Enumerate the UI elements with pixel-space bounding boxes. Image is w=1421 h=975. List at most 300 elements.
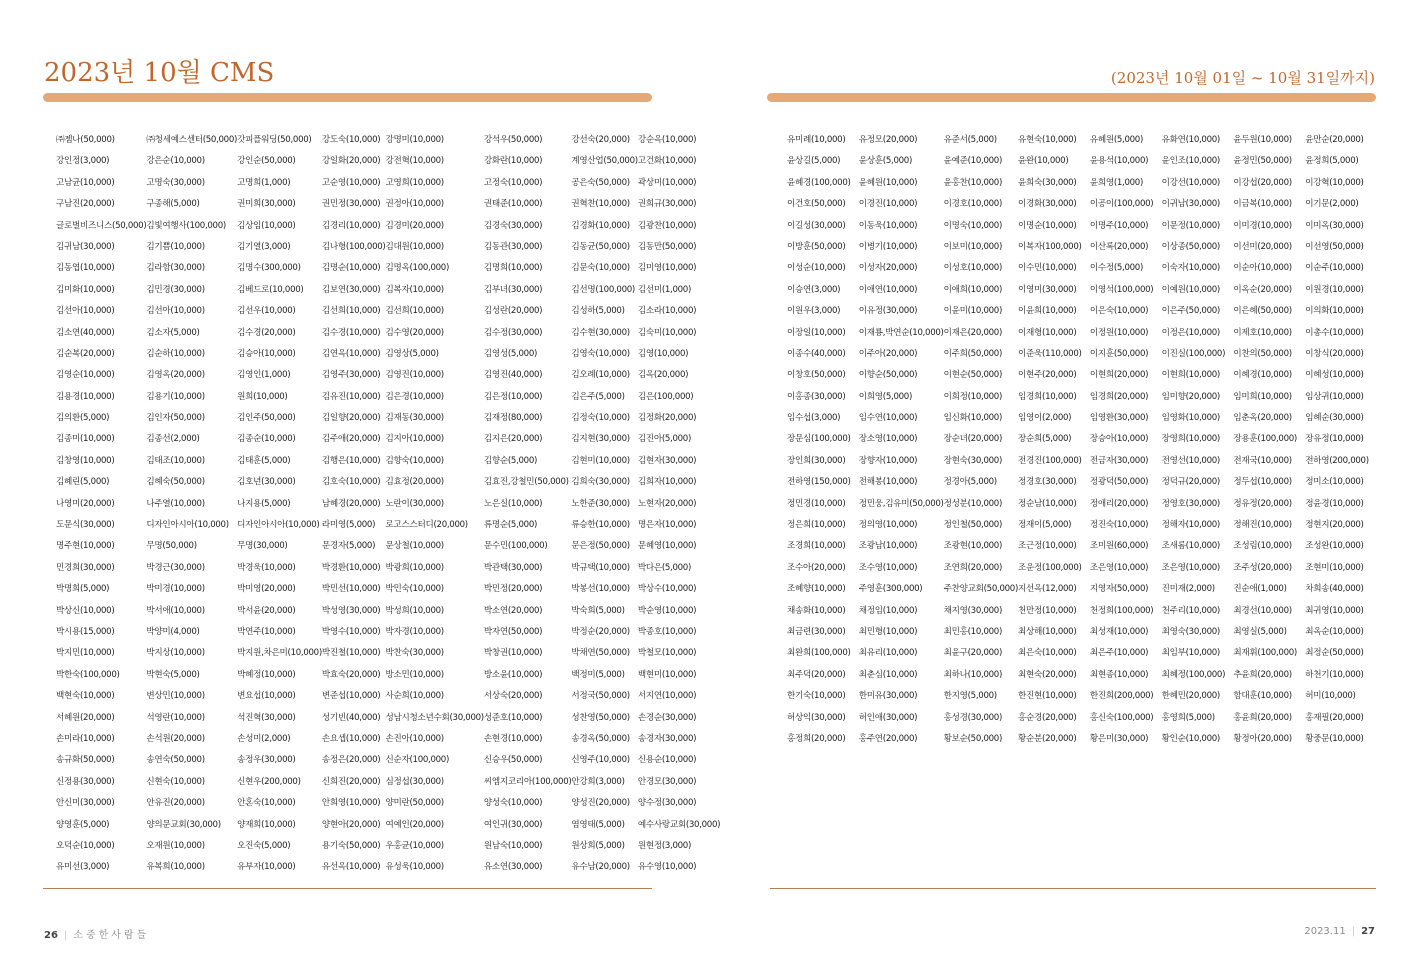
donor-entry: 황순분(20,000) (1018, 733, 1077, 744)
donor-entry: 임수연(10,000) (858, 413, 918, 424)
donor-entry: 김희자(10,000) (637, 477, 697, 488)
donor-entry: 김선아(10,000) (146, 306, 205, 317)
donor-entry: 권희규(30,000) (637, 199, 697, 210)
donor-entry: 김동균(50,000) (571, 241, 630, 252)
donor-entry: 김기쁨(10,000) (146, 241, 205, 252)
donor-entry: 나영미(20,000) (56, 498, 115, 509)
donor-entry: 진미재(2,000) (1161, 584, 1215, 595)
donor-entry: 김의환(5,000) (56, 413, 110, 424)
donor-entry: 이현순(50,000) (943, 370, 1003, 381)
donor-entry: 김동관(30,000) (483, 241, 543, 252)
donor-entry: 여예인(20,000) (385, 819, 444, 830)
donor-entry: 황정아(20,000) (1233, 733, 1292, 744)
donor-entry: 박관택(30,000) (483, 562, 543, 573)
donor-entry: 권정아(10,000) (385, 199, 444, 210)
donor-entry: 진순애(1,000) (1233, 584, 1287, 595)
donor-entry: 김주애(20,000) (321, 434, 381, 445)
donor-entry: 박지원,차은미(10,000) (237, 648, 322, 659)
donor-entry: 유부자(10,000) (237, 862, 296, 873)
donor-entry: 이장일(10,000) (787, 327, 846, 338)
donor-entry: 정인철(50,000) (943, 520, 1003, 531)
donor-entry: 정순남(10,000) (1018, 498, 1077, 509)
donor-entry: 전영선(10,000) (1161, 455, 1220, 466)
donor-entry: 조운정(100,000) (1018, 562, 1082, 573)
donor-entry: 이경진(10,000) (858, 199, 918, 210)
donor-entry: 이은주(50,000) (1161, 306, 1220, 317)
donor-entry: 이홍종(30,000) (787, 391, 846, 402)
donor-entry: 정경아(5,000) (943, 477, 997, 488)
donor-entry: 최정순(50,000) (1305, 648, 1364, 659)
donor-entry: 이정은(10,000) (1161, 327, 1220, 338)
donor-entry: 김재정(80,000) (483, 413, 543, 424)
donor-entry: 조은영(10,000) (1089, 562, 1149, 573)
donor-entry: 홍주연(20,000) (858, 733, 918, 744)
donor-entry: 김은주(5,000) (571, 391, 625, 402)
donor-entry: 백현숙(10,000) (56, 691, 115, 702)
donor-entry: 장용훈(100,000) (1233, 434, 1297, 445)
donor-entry: 변준섭(10,000) (321, 691, 381, 702)
donor-entry: 박숙희(5,000) (571, 605, 625, 616)
donor-entry: 한진현(10,000) (1018, 691, 1077, 702)
donor-entry: 김은(100,000) (637, 391, 694, 402)
donor-entry: 김행은(10,000) (321, 455, 381, 466)
donor-entry: 손미라(10,000) (56, 733, 115, 744)
donor-entry: 이유정(30,000) (858, 306, 918, 317)
donor-entry: 성준호(10,000) (483, 712, 543, 723)
donor-entry: 박경환(10,000) (321, 562, 381, 573)
donor-entry: 김민경(30,000) (146, 284, 205, 295)
donor-entry: 이건호(50,000) (787, 199, 846, 210)
donor-entry: 글로벌비즈니스(50,000) (56, 220, 147, 231)
donor-entry: 김일향(20,000) (321, 413, 381, 424)
donor-entry: 홍영희(5,000) (1161, 712, 1215, 723)
donor-entry: 김대원(10,000) (385, 241, 444, 252)
donor-entry: 조성림(10,000) (1233, 541, 1292, 552)
donor-entry: 김명옥(100,000) (385, 263, 450, 274)
donor-entry: 김혜숙(50,000) (146, 477, 205, 488)
donor-entry: 김경미(20,000) (385, 220, 444, 231)
donor-entry: 김연옥(10,000) (321, 348, 381, 359)
donor-entry: 최귀영(10,000) (1305, 605, 1364, 616)
donor-entry: 임영환(30,000) (1089, 413, 1149, 424)
donor-entry: 임신화(10,000) (943, 413, 1003, 424)
donor-entry: 임미희(10,000) (1233, 391, 1292, 402)
donor-entry: 박창권(10,000) (483, 648, 543, 659)
donor-entry: 황중문(10,000) (1305, 733, 1364, 744)
donor-entry: 안강희(3,000) (571, 776, 625, 787)
donor-entry: 이기문(2,000) (1305, 199, 1359, 210)
donor-entry: 안경모(30,000) (637, 776, 697, 787)
donor-entry: 명주현(10,000) (56, 541, 115, 552)
donor-entry: 이진실(100,000) (1161, 348, 1226, 359)
donor-entry: 박혜정(10,000) (237, 669, 296, 680)
donor-entry: 최현종(10,000) (1089, 669, 1149, 680)
donor-entry: 석영란(10,000) (146, 712, 205, 723)
donor-entry: 송규화(50,000) (56, 755, 115, 766)
donor-entry: 박시용(15,000) (56, 626, 115, 637)
donor-entry: 신순자(100,000) (385, 755, 450, 766)
donor-entry: 김순복(20,000) (56, 348, 115, 359)
donor-entry: 우홍균(10,000) (385, 840, 444, 851)
donor-entry: 유복희(10,000) (146, 862, 205, 873)
donor-entry: 정두섭(10,000) (1233, 477, 1292, 488)
donor-entry: 안유진(20,000) (146, 798, 205, 809)
donor-entry: 문상철(10,000) (385, 541, 444, 552)
donor-entry: 김은경(10,000) (385, 391, 444, 402)
donor-entry: 노은실(10,000) (483, 498, 543, 509)
donor-entry: 하천기(10,000) (1305, 669, 1364, 680)
donor-entry: 유미례(10,000) (787, 135, 846, 145)
donor-entry: 신희진(20,000) (321, 776, 381, 787)
donor-entry: 고남균(10,000) (56, 177, 115, 188)
donor-entry: 문은정(50,000) (571, 541, 630, 552)
donor-entry: 남혜경(20,000) (321, 498, 381, 509)
donor-entry: 박민정(20,000) (483, 584, 543, 595)
donor-entry: 최춘심(10,000) (858, 669, 918, 680)
donor-entry: 홍윤희(20,000) (1233, 712, 1292, 723)
donor-entry: 이원우(3,000) (787, 306, 841, 317)
donor-entry: 박규택(10,000) (571, 562, 630, 573)
donor-entry: 이명순(10,000) (1018, 220, 1077, 231)
donor-entry: 윤완(10,000) (1018, 156, 1069, 167)
donor-entry: 박광희(10,000) (385, 562, 444, 573)
donor-entry: 방소민(10,000) (385, 669, 444, 680)
donor-entry: ㈜청세예스센터(50,000) (146, 135, 238, 145)
donor-entry: 오재원(10,000) (146, 840, 205, 851)
donor-entry: 사순희(10,000) (385, 691, 444, 702)
donor-entry: 변상민(10,000) (146, 691, 205, 702)
left-page-number: 26 (44, 930, 58, 941)
donor-entry: 김경숙(30,000) (483, 220, 543, 231)
donor-entry: 윤혜경(100,000) (787, 177, 851, 188)
donor-entry: 이문정(10,000) (1161, 220, 1220, 231)
donor-entry: 김영진(10,000) (385, 370, 444, 381)
donor-entry: 김유진(10,000) (321, 391, 381, 402)
donor-entry: 김빛여행사(100,000) (146, 220, 226, 231)
donor-entry: 고순영(10,000) (321, 177, 381, 188)
donor-entry: 윤정희(5,000) (1305, 156, 1359, 167)
donor-entry: 박자연(50,000) (483, 626, 543, 637)
donor-entry: 변요섭(10,000) (237, 691, 296, 702)
donor-entry: 노한준(30,000) (571, 498, 630, 509)
donor-entry: 이귀남(30,000) (1161, 199, 1220, 210)
donor-entry: 손성미(2,000) (237, 733, 291, 744)
donor-entry: 송연숙(50,000) (146, 755, 205, 766)
period-subtitle: (2023년 10월 01일 ~ 10월 31일까지) (1110, 69, 1375, 87)
donor-entry: 김영숙(10,000) (571, 348, 630, 359)
donor-entry: 김영성(5,000) (483, 348, 538, 359)
donor-entry: 이복자(100,000) (1018, 241, 1082, 252)
donor-entry: 정윤경(10,000) (1305, 498, 1364, 509)
left-footer (44, 926, 149, 941)
donor-entry: 로고스스터디(20,000) (385, 520, 468, 531)
donor-entry: 방소윤(10,000) (483, 669, 543, 680)
donor-entry: 이윤미(10,000) (943, 306, 1003, 317)
donor-entry: 김명순(10,000) (321, 263, 381, 274)
donor-entry: 장승아(10,000) (1089, 434, 1149, 445)
left-header-bar (43, 93, 652, 102)
donor-entry: 고명희(1,000) (237, 177, 291, 188)
donor-entry: 박순영(10,000) (637, 605, 697, 616)
donor-entry: 박철모(10,000) (637, 648, 697, 659)
donor-entry: 박종호(10,000) (637, 626, 697, 637)
donor-entry: 곽상미(10,000) (637, 177, 697, 188)
donor-entry: 김재동(30,000) (385, 413, 444, 424)
donor-entry: 신용순(10,000) (637, 755, 697, 766)
donor-entry: 유정모(20,000) (858, 135, 918, 145)
donor-entry: 윤두원(10,000) (1233, 135, 1292, 145)
donor-entry: 김효진,강철민(50,000) (483, 477, 569, 488)
donor-entry: 임경희(10,000) (1018, 391, 1077, 402)
donor-entry: 권태준(10,000) (483, 199, 543, 210)
donor-entry: 서상숙(20,000) (483, 691, 543, 702)
donor-entry: 김숙미(10,000) (637, 327, 697, 338)
donor-entry: 한미유(30,000) (858, 691, 918, 702)
donor-entry: 박봉선(10,000) (571, 584, 630, 595)
donor-entry: 박채연(50,000) (571, 648, 630, 659)
donor-entry: 이산록(20,000) (1089, 241, 1149, 252)
donor-entry: 손요셉(10,000) (321, 733, 381, 744)
donor-entry: 예수사랑교회(30,000) (637, 819, 721, 830)
donor-entry: 권민정(30,000) (321, 199, 381, 210)
donor-entry: 전해봉(10,000) (858, 477, 918, 488)
donor-entry: 원상희(5,000) (571, 840, 625, 851)
donor-entry: 윤만순(20,000) (1305, 135, 1364, 145)
donor-entry: 김선우(10,000) (237, 306, 296, 317)
donor-entry: 무명(30,000) (237, 541, 288, 552)
donor-entry: 이강섭(20,000) (1233, 177, 1292, 188)
donor-entry: 오진숙(5,000) (237, 840, 291, 851)
donor-entry: 서정국(50,000) (571, 691, 630, 702)
donor-entry: 양성숙(10,000) (483, 798, 543, 809)
donor-entry: 김향순(5,000) (483, 455, 538, 466)
donor-entry: 이길성(30,000) (787, 220, 846, 231)
donor-entry: 박지민(10,000) (56, 648, 115, 659)
donor-entry: 라미영(5,000) (321, 520, 376, 531)
donor-entry: 전금자(30,000) (1089, 455, 1149, 466)
right-header-bar (767, 93, 1376, 102)
donor-entry: 김선명(100,000) (571, 284, 635, 295)
donor-entry: 이상종(50,000) (1161, 241, 1220, 252)
donor-entry: 원남숙(10,000) (483, 840, 543, 851)
donor-entry: 노현자(20,000) (637, 498, 697, 509)
donor-entry: 유혜원(5,000) (1089, 135, 1144, 145)
donor-entry: 김성하(5,000) (571, 306, 625, 317)
donor-entry: 박성희(10,000) (385, 605, 444, 616)
donor-entry: 김종미(10,000) (56, 434, 115, 445)
donor-entry: 김미화(10,000) (56, 284, 115, 295)
donor-entry: 박미영(20,000) (237, 584, 296, 595)
donor-entry: 유현숙(10,000) (1018, 135, 1077, 145)
donor-entry: 전하영(150,000) (787, 477, 851, 488)
donor-entry: 조혜향(10,000) (787, 584, 846, 595)
donor-entry: 명은자(10,000) (637, 520, 697, 531)
donor-entry: 나주열(10,000) (146, 498, 205, 509)
donor-entry: 박지상(10,000) (146, 648, 205, 659)
donor-entry: 이병기(10,000) (858, 241, 918, 252)
donor-entry: 원현정(3,000) (637, 840, 692, 851)
donor-entry: 양성진(20,000) (571, 798, 630, 809)
donor-entry: 이공이(100,000) (1089, 199, 1154, 210)
donor-entry: 조경희(10,000) (787, 541, 846, 552)
donor-entry: 장순녀(20,000) (943, 434, 1003, 445)
donor-entry: 김수영(20,000) (385, 327, 444, 338)
donor-entry: 신정용(30,000) (56, 776, 115, 787)
donor-entry: 최민형(10,000) (858, 626, 918, 637)
donor-entry: 장소영(10,000) (858, 434, 918, 445)
donor-entry: 박자경(10,000) (385, 626, 444, 637)
donor-entry: 류명순(5,000) (483, 520, 538, 531)
donor-entry: 김보연(30,000) (321, 284, 381, 295)
donor-entry: 황은미(30,000) (1089, 733, 1149, 744)
donor-entry: 한진희(200,000) (1089, 691, 1154, 702)
donor-entry: 최주덕(20,000) (787, 669, 846, 680)
donor-entry: 강인정(3,000) (56, 156, 110, 167)
donor-entry: 윤상훈(5,000) (858, 156, 913, 167)
donor-entry: 석진혁(30,000) (237, 712, 296, 723)
donor-entry: 최혜정(100,000) (1161, 669, 1226, 680)
donor-entry: 윤정민(50,000) (1233, 156, 1292, 167)
donor-entry: 황보순(50,000) (943, 733, 1003, 744)
donor-entry: 정은희(10,000) (787, 520, 846, 531)
donor-entry: 김종선(2,000) (146, 434, 200, 445)
donor-entry: 문수민(100,000) (483, 541, 548, 552)
donor-entry: 최윤구(20,000) (943, 648, 1003, 659)
donor-entry: 유소연(30,000) (483, 862, 543, 873)
donor-entry: 한지영(5,000) (943, 691, 997, 702)
donor-entry: 채송화(10,000) (787, 605, 846, 616)
donor-entry: 양재희(10,000) (237, 819, 296, 830)
donor-entry: 계영산업(50,000) (571, 156, 638, 167)
donor-entry: 장인희(30,000) (787, 455, 846, 466)
donor-entry: 김현미(10,000) (571, 455, 630, 466)
page-title: 2023년 10월 CMS (44, 58, 275, 88)
donor-entry: 김동만(50,000) (637, 241, 697, 252)
donor-entry: 이은혜(50,000) (1233, 306, 1292, 317)
donor-entry: 조은영(10,000) (1161, 562, 1220, 573)
donor-entry: 김영(10,000) (637, 348, 689, 359)
donor-entry: 정영호(30,000) (1161, 498, 1220, 509)
donor-entry: 안희영(10,000) (321, 798, 381, 809)
donor-entry: 이방훈(50,000) (787, 241, 846, 252)
donor-entry: 박상신(10,000) (56, 605, 115, 616)
donor-entry: 유화연(10,000) (1161, 135, 1220, 145)
donor-entry: 김선미(1,000) (637, 284, 692, 295)
donor-entry: 장유정(10,000) (1305, 434, 1364, 445)
donor-entry: 강화란(10,000) (483, 156, 543, 167)
donor-entry: 디자인아시아(10,000) (146, 520, 229, 531)
donor-entry: 김수경(20,000) (237, 327, 296, 338)
donor-entry: ㈜젬나(50,000) (56, 135, 115, 145)
donor-entry: 정현지(20,000) (1305, 520, 1364, 531)
donor-entry: 양의문교회(30,000) (146, 819, 221, 830)
donor-entry: 이현주(20,000) (1018, 370, 1077, 381)
donor-entry: 정의영(10,000) (858, 520, 918, 531)
donor-entry: 정민경(10,000) (787, 498, 846, 509)
donor-entry: 강전혁(10,000) (385, 156, 444, 167)
donor-entry: 박명희(5,000) (56, 584, 110, 595)
donor-entry: 홍정희(20,000) (787, 733, 846, 744)
donor-entry: 임경희(20,000) (1089, 391, 1149, 402)
donor-entry: 손경순(30,000) (637, 712, 697, 723)
donor-entry: 정해자(10,000) (1161, 520, 1220, 531)
donor-entry: 유준서(5,000) (943, 135, 997, 145)
donor-entry: 씨엠지코리아(100,000) (483, 776, 572, 787)
donor-entry: 천만정(10,000) (1018, 605, 1077, 616)
donor-entry: 이윤희(10,000) (1018, 306, 1077, 317)
donor-entry: 박상수(10,000) (637, 584, 697, 595)
donor-entry: 임영이(2,000) (1018, 413, 1072, 424)
donor-entry: 장순희(5,000) (1018, 434, 1072, 445)
donor-entry: 김지현(30,000) (571, 434, 630, 445)
donor-entry: 조현미(10,000) (1305, 562, 1364, 573)
donor-entry: 김명희(10,000) (483, 263, 543, 274)
donor-entry: 고명숙(30,000) (146, 177, 205, 188)
donor-entry: 김수경(10,000) (321, 327, 381, 338)
donor-entry: 함대훈(10,000) (1233, 691, 1292, 702)
donor-entry: 용기숙(50,000) (321, 840, 381, 851)
donor-entry: 김정화(20,000) (637, 413, 697, 424)
donor-entry: 윤인조(10,000) (1161, 156, 1220, 167)
donor-entry: 박현숙(5,000) (146, 669, 200, 680)
donor-entry: 이수정(5,000) (1089, 263, 1144, 274)
donor-entry: 차희송(40,000) (1305, 584, 1364, 595)
donor-entry: 이지훈(50,000) (1089, 348, 1149, 359)
donor-entry: 갓피플워딩(50,000) (237, 135, 312, 145)
donor-entry: 김은정(10,000) (483, 391, 543, 402)
donor-entry: 이미경(10,000) (1233, 220, 1292, 231)
donor-entry: 신승우(50,000) (483, 755, 543, 766)
donor-entry: 이희정(10,000) (943, 391, 1003, 402)
donor-entry: 박진철(10,000) (321, 648, 381, 659)
footer-separator: | (1351, 926, 1356, 937)
donor-entry: 박서애(10,000) (146, 605, 205, 616)
donor-entry: 무명(50,000) (146, 541, 197, 552)
donor-entry: 이금복(10,000) (1233, 199, 1292, 210)
donor-entry: 이주희(50,000) (943, 348, 1003, 359)
donor-entry: 이선미(20,000) (1233, 241, 1292, 252)
donor-entry: 유선옥(10,000) (321, 862, 381, 873)
donor-entry: 권미희(30,000) (237, 199, 296, 210)
donor-entry: 최완희(100,000) (787, 648, 851, 659)
right-donor-list (787, 130, 1377, 750)
donor-entry: 최은숙(10,000) (1018, 648, 1077, 659)
donor-entry: 김정숙(10,000) (571, 413, 630, 424)
donor-entry: 강선숙(20,000) (571, 135, 630, 145)
donor-entry: 임춘옥(20,000) (1233, 413, 1292, 424)
donor-entry: 김소라(10,000) (637, 306, 697, 317)
donor-entry: 박서윤(20,000) (237, 605, 296, 616)
donor-entry: 류승한(10,000) (571, 520, 630, 531)
right-page-number: 27 (1361, 926, 1375, 937)
donor-entry: 조수영(10,000) (858, 562, 918, 573)
donor-entry: 김문숙(10,000) (571, 263, 630, 274)
donor-entry: 김경리(10,000) (321, 220, 381, 231)
donor-entry: 김향숙(10,000) (385, 455, 444, 466)
donor-entry: 민경희(30,000) (56, 562, 115, 573)
donor-entry: 고정숙(10,000) (483, 177, 543, 188)
donor-entry: 이정원(10,000) (1089, 327, 1149, 338)
donor-entry: 이성자(20,000) (858, 263, 918, 274)
donor-entry: 김지은(20,000) (483, 434, 543, 445)
donor-entry: 김태조(10,000) (146, 455, 205, 466)
donor-entry: 김오례(10,000) (571, 370, 630, 381)
donor-entry: 윤홍찬(10,000) (943, 177, 1003, 188)
donor-entry: 이창식(20,000) (1305, 348, 1364, 359)
donor-entry: 정재이(5,000) (1018, 520, 1072, 531)
donor-entry: 홍성경(30,000) (943, 712, 1003, 723)
donor-entry: 채정임(10,000) (858, 605, 918, 616)
